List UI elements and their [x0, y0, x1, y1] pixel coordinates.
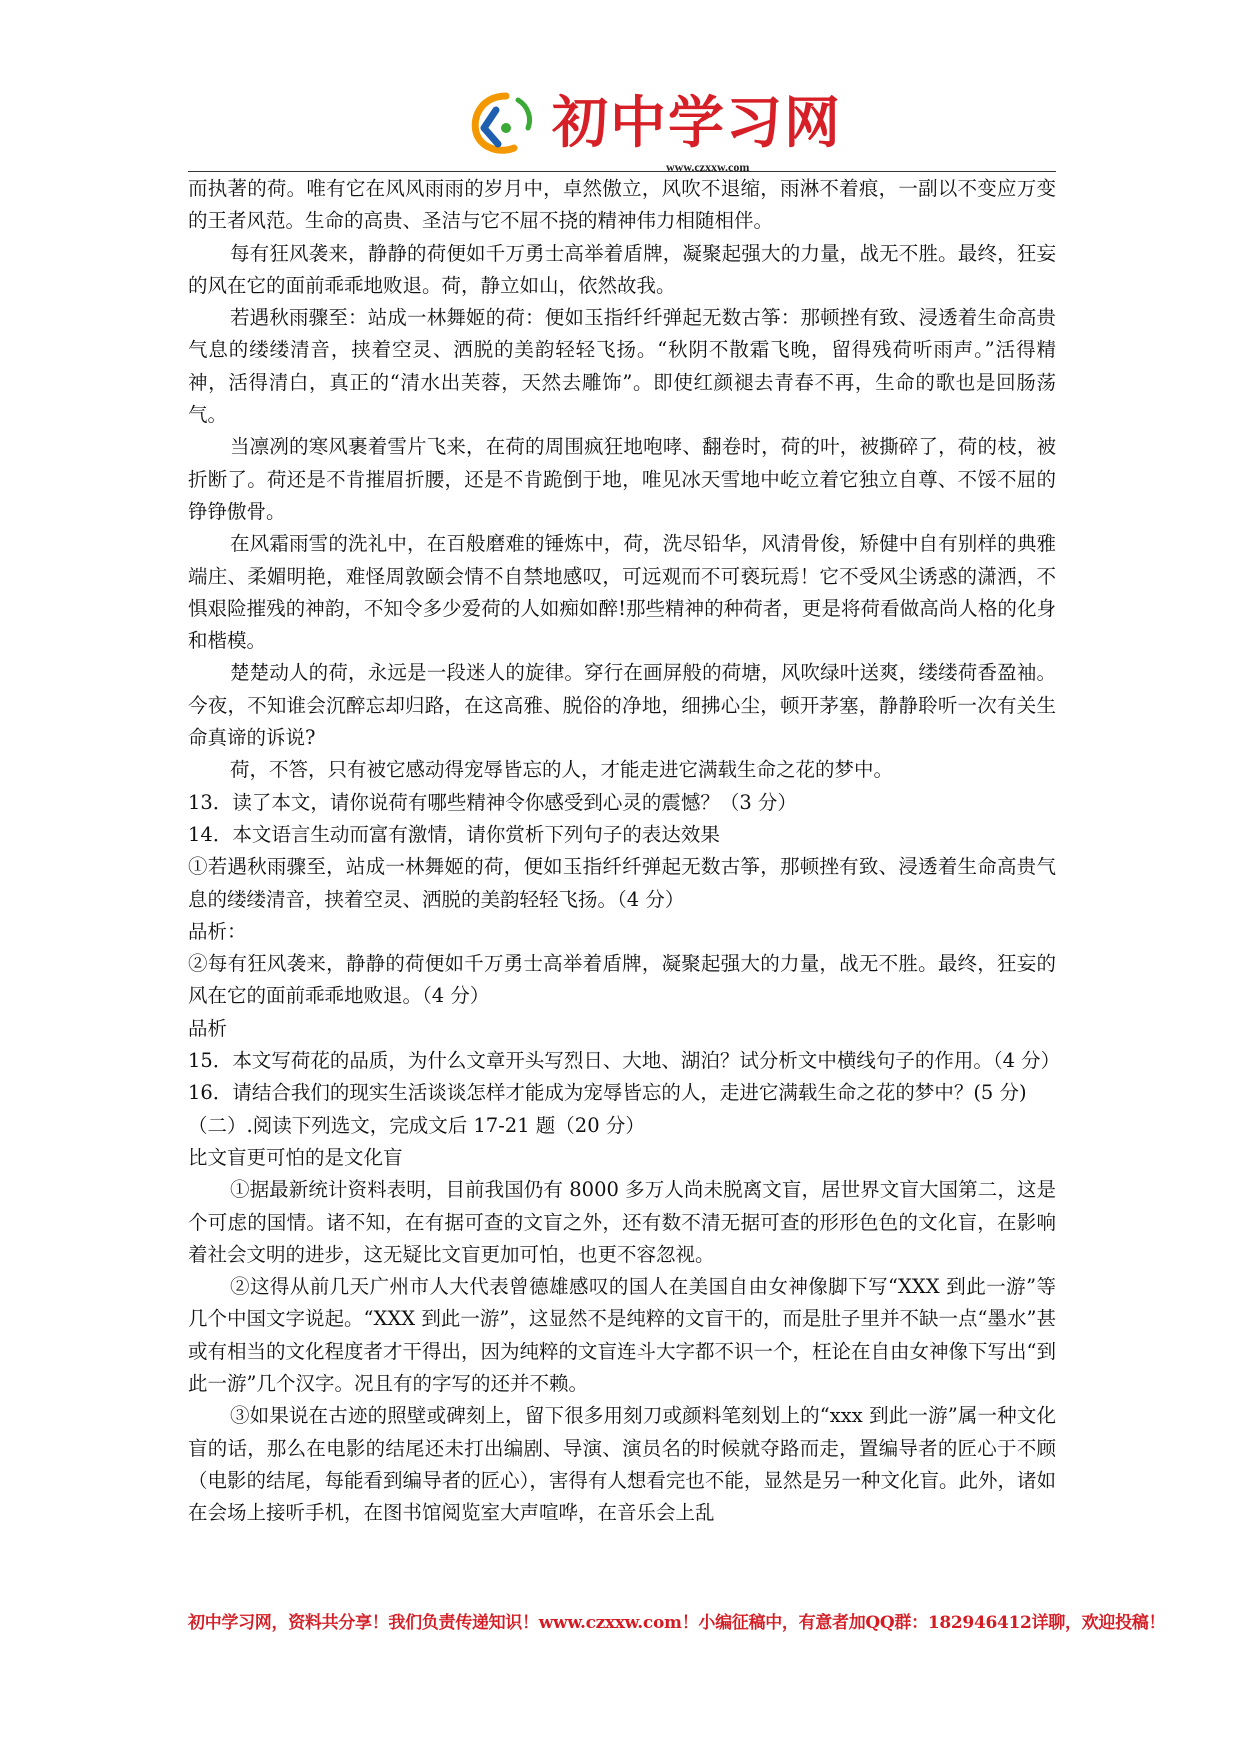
- question-14-sentence-2: ②每有狂风袭来，静静的荷便如千万勇士高举着盾牌，凝聚起强大的力量，战无不胜。最终，狂妄的风在它的面前乖乖地败退。（4 分）: [188, 952, 1056, 1008]
- question-15: 15．本文写荷花的品质，为什么文章开头写烈日、大地、湖泊？试分析文中横线句子的作用。（4 分）: [188, 1049, 1061, 1073]
- paragraph: 每有狂风袭来，静静的荷便如千万勇士高举着盾牌，凝聚起强大的力量，战无不胜。最终，狂妄的风在它的面前乖乖地败退。荷，静立如山，依然故我。: [188, 241, 1056, 297]
- analysis-label: 品析: [188, 1016, 228, 1040]
- question-13: 13．读了本文，请你说荷有哪些精神令你感受到心灵的震憾？（3 分）: [188, 790, 797, 814]
- paragraph: 而执著的荷。唯有它在风风雨雨的岁月中，卓然傲立，风吹不退缩，雨淋不着痕，一副以不变应万变的王者风范。生命的高贵、圣洁与它不屈不挠的精神伟力相随相伴。: [188, 177, 1056, 233]
- section-heading: （二）.阅读下列选文，完成文后 17-21 题（20 分）: [188, 1113, 645, 1137]
- paragraph: 当凛冽的寒风裹着雪片飞来，在荷的周围疯狂地咆哮、翻卷时，荷的叶，被撕碎了，荷的枝，被折断了。荷还是不肯摧眉折腰，还是不肯跪倒于地，唯见冰天雪地中屹立着它独立自尊、不馁不屈的铮铮傲骨。: [188, 435, 1056, 523]
- article-body: [188, 173, 1061, 1529]
- question-16: 16．请结合我们的现实生活谈谈怎样才能成为宠辱皆忘的人，走进它满载生命之花的梦中？(5 分): [188, 1081, 1027, 1105]
- site-logo: [466, 88, 842, 174]
- question-14: 14．本文语言生动而富有激情，请你赏析下列句子的表达效果: [188, 822, 720, 846]
- paragraph: ②这得从前几天广州市人大代表曾德雄感叹的国人在美国自由女神像脚下写“XXX 到此一游”等几个中国文字说起。“XXX 到此一游”，这显然不是纯粹的文盲干的，而是肚子里并不缺一点“墨水”甚或有相当的文化程度者才干得出，因为纯粹的文盲连斗大字都不识一个，枉论在自由女神像下写出“到此一游”几个汉字。况且有的字写的还并不赖。: [188, 1275, 1056, 1395]
- footer-banner: 初中学习网，资料共分享！我们负责传递知识！www.czxxw.com！小编征稿中，有意者加QQ群：182946412详聊，欢迎投稿！: [188, 1613, 1166, 1633]
- logo-url: www.czxxw.com: [666, 160, 750, 174]
- paragraph: ①据最新统计资料表明，目前我国仍有 8000 多万人尚未脱离文盲，居世界文盲大国第二，这是个可虑的国情。诸不知，在有据可查的文盲之外，还有数不清无据可查的形形色色的文化盲，在影响着社会文明的进步，这无疑比文盲更加可怕，也更不容忽视。: [188, 1178, 1056, 1266]
- paragraph: 楚楚动人的荷，永远是一段迷人的旋律。穿行在画屏般的荷塘，风吹绿叶送爽，缕缕荷香盈袖。今夜，不知谁会沉醉忘却归路，在这高雅、脱俗的净地，细拂心尘，顿开茅塞，静静聆听一次有关生命真谛的诉说?: [188, 661, 1056, 750]
- article-title: 比文盲更可怕的是文化盲: [188, 1145, 403, 1169]
- analysis-label: 品析：: [188, 919, 247, 943]
- header-divider: [188, 171, 1056, 172]
- paragraph: 荷，不答，只有被它感动得宠辱皆忘的人，才能走进它满载生命之花的梦中。: [230, 758, 894, 782]
- logo-text: 初中学习网: [552, 91, 842, 156]
- paragraph: 若遇秋雨骤至：站成一林舞姬的荷：便如玉指纤纤弹起无数古筝：那顿挫有致、浸透着生命高贵气息的缕缕清音，挟着空灵、洒脱的美韵轻轻飞扬。“秋阴不散霜飞晚，留得残荷听雨声。”活得精神，活得清白，真正的“清水出芙蓉，天然去雕饰”。即使红颜褪去青春不再，生命的歌也是回肠荡气。: [188, 306, 1056, 427]
- paragraph: 在风霜雨雪的洗礼中，在百般磨难的锤炼中，荷，洗尽铅华，风清骨俊，矫健中自有别样的典雅端庄、柔媚明艳，难怪周敦颐会情不自禁地感叹，可远观而不可亵玩焉！它不受风尘诱惑的潇洒，不惧艰险摧残的神韵，不知令多少爱荷的人如痴如醉!那些精神的种荷者，更是将荷看做高尚人格的化身和楷模。: [188, 532, 1056, 653]
- question-14-sentence-1: ①若遇秋雨骤至，站成一林舞姬的荷，便如玉指纤纤弹起无数古筝，那顿挫有致、浸透着生命高贵气息的缕缕清音，挟着空灵、洒脱的美韵轻轻飞扬。（4 分）: [188, 855, 1056, 911]
- swirl-logo-icon: [466, 88, 546, 160]
- paragraph: ③如果说在古迹的照壁或碑刻上，留下很多用刻刀或颜料笔刻划上的“xxx 到此一游”属一种文化盲的话，那么在电影的结尾还未打出编剧、导演、演员名的时候就夺路而走，置编导者的匠心于不顾（电影的结尾，每能看到编导者的匠心），害得有人想看完也不能，显然是另一种文化盲。此外，诸如在会场上接听手机，在图书馆阅览室大声喧哗，在音乐会上乱: [188, 1404, 1056, 1525]
